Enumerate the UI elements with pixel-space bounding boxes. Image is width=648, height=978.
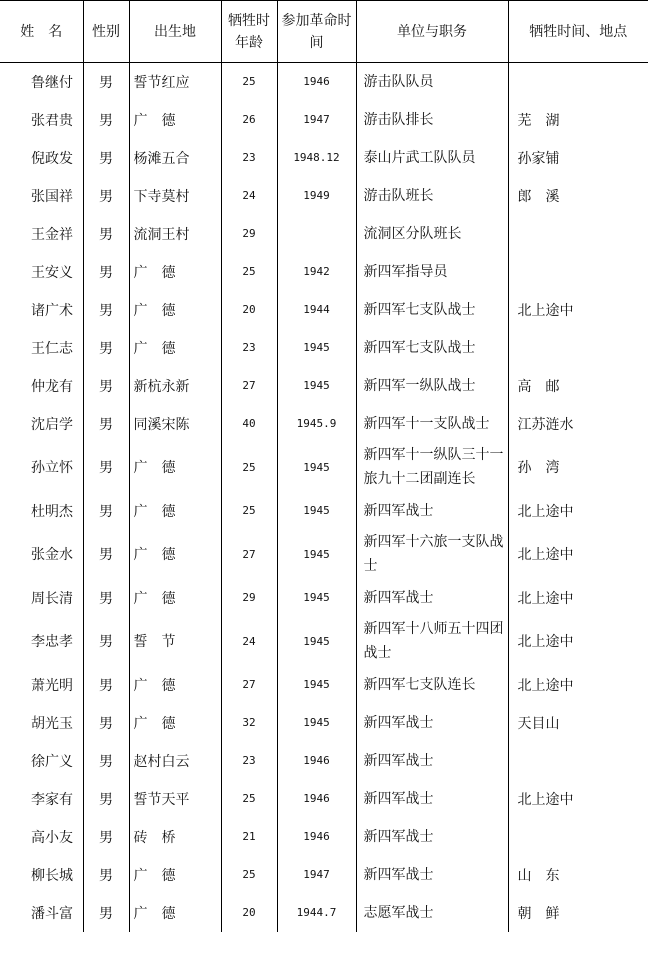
cell-joined [277, 215, 356, 253]
header-row [0, 1, 648, 63]
cell-birthplace: 广 德 [129, 704, 221, 742]
cell-name: 沈启学 [31, 416, 73, 433]
cell-name: 徐广义 [31, 753, 73, 770]
cell-age: 25 [221, 856, 277, 894]
cell-birthplace: 广 德 [129, 666, 221, 704]
cell-birthplace: 广 德 [129, 443, 221, 492]
cell-birthplace: 广 德 [129, 579, 221, 617]
cell-unit: 新四军七支队战士 [356, 329, 508, 367]
cell-death: 北上途中 [508, 666, 648, 704]
cell-name: 张君贵 [31, 112, 73, 129]
cell-joined: 1947 [277, 856, 356, 894]
table-row [0, 329, 648, 367]
header-death: 牺牲时间、地点 [508, 1, 648, 63]
table-row [0, 856, 648, 894]
cell-sex: 男 [83, 291, 129, 329]
cell-death [508, 253, 648, 291]
table-row [0, 177, 648, 215]
cell-age: 27 [221, 367, 277, 405]
cell-sex: 男 [83, 63, 129, 101]
cell-joined: 1947 [277, 101, 356, 139]
cell-unit: 新四军战士 [356, 856, 508, 894]
cell-unit: 新四军十一纵队三十一旅九十二团副连长 [356, 443, 508, 492]
cell-age: 23 [221, 742, 277, 780]
cell-joined: 1944 [277, 291, 356, 329]
cell-name: 高小友 [31, 829, 73, 846]
cell-unit: 新四军十八师五十四团战士 [356, 617, 508, 666]
cell-age: 24 [221, 617, 277, 666]
cell-age: 25 [221, 780, 277, 818]
cell-age: 23 [221, 139, 277, 177]
cell-birthplace: 誓节红应 [129, 63, 221, 101]
cell-birthplace: 广 德 [129, 329, 221, 367]
table-row [0, 215, 648, 253]
cell-name: 鲁继付 [31, 74, 73, 91]
cell-joined: 1946 [277, 818, 356, 856]
cell-age: 27 [221, 530, 277, 579]
cell-sex: 男 [83, 818, 129, 856]
cell-death: 北上途中 [508, 579, 648, 617]
cell-sex: 男 [83, 367, 129, 405]
header-age: 牺牲时年龄 [221, 1, 277, 63]
cell-sex: 男 [83, 894, 129, 932]
cell-death: 江苏涟水 [508, 405, 648, 443]
cell-birthplace: 新杭永新 [129, 367, 221, 405]
cell-name: 杜明杰 [31, 503, 73, 520]
cell-birthplace: 广 德 [129, 101, 221, 139]
cell-sex: 男 [83, 579, 129, 617]
cell-unit: 新四军战士 [356, 704, 508, 742]
table-row [0, 291, 648, 329]
cell-sex: 男 [83, 405, 129, 443]
cell-sex: 男 [83, 617, 129, 666]
table-row [0, 704, 648, 742]
cell-name: 孙立怀 [31, 460, 73, 476]
cell-unit: 新四军战士 [356, 492, 508, 530]
cell-name: 张金水 [31, 547, 73, 563]
cell-age: 25 [221, 63, 277, 101]
cell-unit: 新四军指导员 [356, 253, 508, 291]
cell-name: 王安义 [31, 264, 73, 281]
table-row [0, 617, 648, 666]
cell-age: 21 [221, 818, 277, 856]
table-row [0, 405, 648, 443]
cell-joined: 1942 [277, 253, 356, 291]
cell-birthplace: 砖 桥 [129, 818, 221, 856]
cell-death: 郎 溪 [508, 177, 648, 215]
cell-name: 倪政发 [31, 150, 73, 167]
cell-name: 诸广术 [31, 302, 73, 319]
cell-death: 孙 湾 [508, 443, 648, 492]
cell-birthplace: 广 德 [129, 291, 221, 329]
cell-age: 25 [221, 253, 277, 291]
cell-name: 仲龙有 [31, 378, 73, 395]
cell-name: 王金祥 [31, 226, 73, 243]
cell-death: 北上途中 [508, 291, 648, 329]
cell-age: 23 [221, 329, 277, 367]
cell-death: 朝 鲜 [508, 894, 648, 932]
cell-unit: 游击队班长 [356, 177, 508, 215]
cell-age: 29 [221, 215, 277, 253]
cell-death: 北上途中 [508, 530, 648, 579]
cell-joined: 1945 [277, 329, 356, 367]
cell-sex: 男 [83, 177, 129, 215]
cell-birthplace: 广 德 [129, 253, 221, 291]
cell-death: 山 东 [508, 856, 648, 894]
cell-unit: 泰山片武工队队员 [356, 139, 508, 177]
cell-death: 孙家铺 [508, 139, 648, 177]
cell-joined: 1946 [277, 780, 356, 818]
cell-joined: 1948.12 [277, 139, 356, 177]
table-row [0, 492, 648, 530]
cell-joined: 1945 [277, 666, 356, 704]
cell-joined: 1945 [277, 617, 356, 666]
cell-unit: 新四军战士 [356, 742, 508, 780]
cell-joined: 1945 [277, 443, 356, 492]
cell-sex: 男 [83, 492, 129, 530]
table-row [0, 530, 648, 579]
cell-age: 26 [221, 101, 277, 139]
cell-unit: 流洞区分队班长 [356, 215, 508, 253]
cell-joined: 1945.9 [277, 405, 356, 443]
cell-unit: 新四军一纵队战士 [356, 367, 508, 405]
cell-unit: 游击队排长 [356, 101, 508, 139]
cell-death: 北上途中 [508, 492, 648, 530]
cell-sex: 男 [83, 253, 129, 291]
cell-name: 王仁志 [31, 340, 73, 357]
cell-sex: 男 [83, 443, 129, 492]
cell-joined: 1946 [277, 742, 356, 780]
cell-age: 25 [221, 443, 277, 492]
table-row [0, 253, 648, 291]
table-row [0, 666, 648, 704]
cell-death [508, 818, 648, 856]
cell-death: 芜 湖 [508, 101, 648, 139]
cell-unit: 新四军战士 [356, 780, 508, 818]
cell-name: 李家有 [31, 791, 73, 808]
header-birthplace: 出生地 [129, 1, 221, 63]
cell-sex: 男 [83, 139, 129, 177]
cell-sex: 男 [83, 666, 129, 704]
table-row [0, 780, 648, 818]
cell-birthplace: 同溪宋陈 [129, 405, 221, 443]
cell-joined: 1945 [277, 492, 356, 530]
cell-age: 32 [221, 704, 277, 742]
cell-name: 张国祥 [31, 188, 73, 205]
cell-age: 20 [221, 894, 277, 932]
header-name: 姓 名 [0, 1, 83, 63]
cell-death [508, 329, 648, 367]
cell-name: 李忠孝 [31, 634, 73, 650]
cell-birthplace: 流洞王村 [129, 215, 221, 253]
table-row [0, 63, 648, 101]
cell-age: 24 [221, 177, 277, 215]
cell-name: 萧光明 [31, 677, 73, 694]
cell-death: 北上途中 [508, 617, 648, 666]
cell-death: 高 邮 [508, 367, 648, 405]
cell-unit: 新四军十一支队战士 [356, 405, 508, 443]
cell-joined: 1946 [277, 63, 356, 101]
cell-birthplace: 誓节天平 [129, 780, 221, 818]
cell-death [508, 742, 648, 780]
cell-joined: 1945 [277, 530, 356, 579]
cell-unit: 新四军七支队连长 [356, 666, 508, 704]
cell-unit: 新四军战士 [356, 579, 508, 617]
cell-sex: 男 [83, 856, 129, 894]
cell-age: 29 [221, 579, 277, 617]
cell-sex: 男 [83, 742, 129, 780]
table-row [0, 818, 648, 856]
table-row [0, 443, 648, 492]
cell-age: 25 [221, 492, 277, 530]
cell-age: 40 [221, 405, 277, 443]
table-row [0, 139, 648, 177]
cell-unit: 新四军七支队战士 [356, 291, 508, 329]
cell-joined: 1944.7 [277, 894, 356, 932]
cell-name: 潘斗富 [31, 905, 73, 922]
cell-joined: 1945 [277, 579, 356, 617]
cell-birthplace: 广 德 [129, 856, 221, 894]
cell-death: 北上途中 [508, 780, 648, 818]
cell-birthplace: 广 德 [129, 894, 221, 932]
table-row [0, 367, 648, 405]
cell-birthplace: 誓 节 [129, 617, 221, 666]
cell-sex: 男 [83, 215, 129, 253]
cell-birthplace: 广 德 [129, 492, 221, 530]
cell-name: 胡光玉 [31, 715, 73, 732]
table-row [0, 101, 648, 139]
table-row [0, 894, 648, 932]
cell-joined: 1945 [277, 367, 356, 405]
cell-unit: 新四军战士 [356, 818, 508, 856]
cell-age: 27 [221, 666, 277, 704]
cell-unit: 游击队队员 [356, 63, 508, 101]
cell-birthplace: 广 德 [129, 530, 221, 579]
cell-birthplace: 赵村白云 [129, 742, 221, 780]
cell-joined: 1949 [277, 177, 356, 215]
cell-sex: 男 [83, 704, 129, 742]
cell-age: 20 [221, 291, 277, 329]
header-joined: 参加革命时间 [277, 1, 356, 63]
table-row [0, 742, 648, 780]
cell-birthplace: 杨滩五合 [129, 139, 221, 177]
cell-death: 天目山 [508, 704, 648, 742]
header-sex: 性别 [83, 1, 129, 63]
cell-sex: 男 [83, 329, 129, 367]
cell-sex: 男 [83, 530, 129, 579]
cell-death [508, 215, 648, 253]
header-unit: 单位与职务 [356, 1, 508, 63]
cell-unit: 志愿军战士 [356, 894, 508, 932]
cell-unit: 新四军十六旅一支队战士 [356, 530, 508, 579]
cell-birthplace: 下寺莫村 [129, 177, 221, 215]
cell-name: 柳长城 [31, 867, 73, 884]
cell-name: 周长清 [31, 590, 73, 607]
cell-death [508, 63, 648, 101]
cell-joined: 1945 [277, 704, 356, 742]
cell-sex: 男 [83, 101, 129, 139]
cell-sex: 男 [83, 780, 129, 818]
table-row [0, 579, 648, 617]
